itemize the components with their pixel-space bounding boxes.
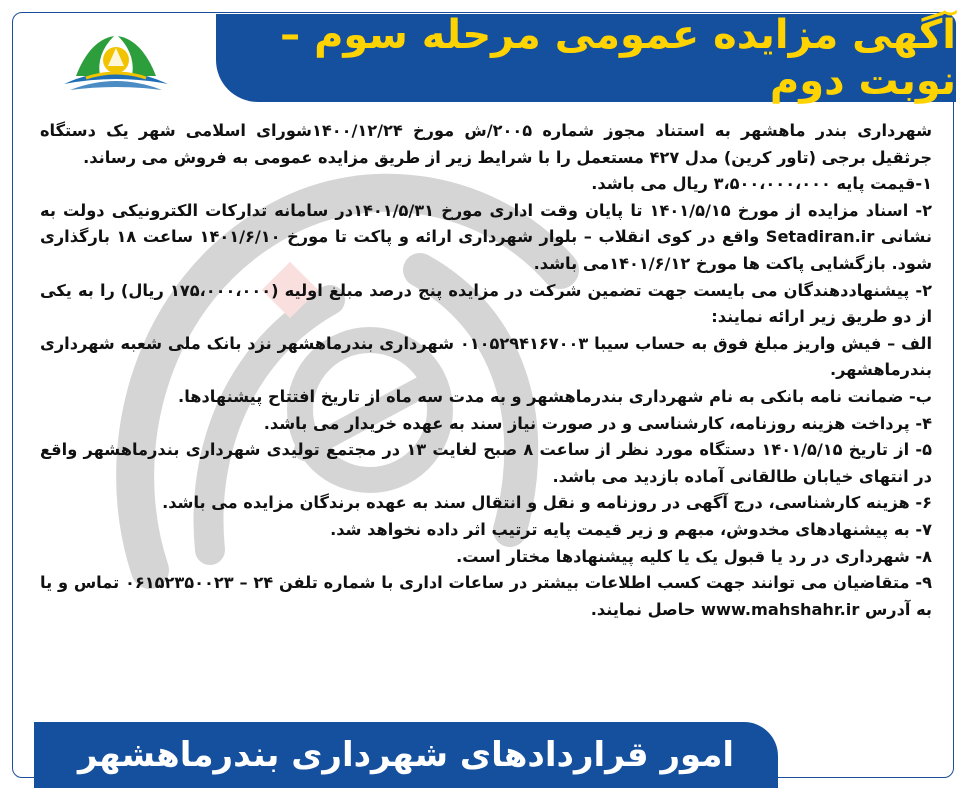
intro-paragraph: شهرداری بندر ماهشهر به استناد مجوز شماره ۲۰۰۵/ش مورخ ۱۴۰۰/۱۲/۲۴شورای اسلامی شهر یک دستگاه جرثقیل برجی (تاور کرین) مدل ۴۲۷ مستعمل را با شرایط زیر از طریق مزایده عمومی به فروش می رساند. [40, 121, 932, 167]
expert-fee-clause: ۶- هزینه کارشناسی، درج آگهی در روزنامه و نقل و انتقال سند به عهده برندگان مزایده می باشد. [162, 493, 932, 513]
notice-title: آگهی مزایده عمومی مرحله سوم – نوبت دوم [280, 12, 956, 104]
footer-signature: امور قراردادهای شهرداری بندرماهشهر [77, 735, 735, 775]
inspection-clause: ۵- از تاریخ ۱۴۰۱/۵/۱۵ دستگاه مورد نظر از ساعت ۸ صبح لغایت ۱۳ در مجتمع تولیدی شهرداری بندرماهشهر واقع در انتهای خیابان طالقانی آماده بازدید می باشد. [40, 440, 933, 486]
fees-clause: ۴- پرداخت هزینه روزنامه، کارشناسی و در صورت نیاز سند به عهده خریدار می باشد. [263, 413, 932, 433]
guarantee-clause: ۲- پیشنهاددهندگان می بایست جهت تضمین شرکت در مزایده پنج درصد مبلغ اولیه (۱۷۵،۰۰۰،۰۰۰ ریال) را به یکی از دو طریق زیر ارائه نمایند: [40, 280, 932, 327]
contact-clause: ۹- متقاضیان می توانند جهت کسب اطلاعات بیشتر در ساعات اداری با شماره تلفن ۲۴ – ۰۶۱۵۲۳۵۰۰۲۳ تماس و یا به آدرس www.mahshahr.ir حاصل نمایند. [40, 573, 932, 619]
footer-banner [34, 722, 778, 788]
notice-body [40, 118, 932, 623]
documents-clause: ۲- اسناد مزایده از مورخ ۱۴۰۱/۵/۱۵ تا پایان وقت اداری مورخ ۱۴۰۱/۵/۳۱در سامانه تدارکات الکترونیکی دولت به نشانی Setadiran.ir واقع در کوی انقلاب – بلوار شهرداری ارائه و پاکت تا مورخ ۱۴۰۱/۶/۱۰ ساعت ۱۸ بارگذاری شود. بازگشایی پاکت ها مورخ ۱۴۰۱/۶/۱۲می باشد. [40, 200, 932, 273]
title-banner [216, 14, 956, 102]
rights-clause: ۸- شهرداری در رد یا قبول یک یا کلیه پیشنهادها مختار است. [456, 546, 932, 566]
invalid-bids-clause: ۷- به پیشنهادهای مخدوش، مبهم و زیر قیمت پایه ترتیب اثر داده نخواهد شد. [330, 519, 932, 539]
deposit-option-a: الف – فیش واریز مبلغ فوق به حساب سیبا ۰۱۰۵۲۹۴۱۶۷۰۰۳ شهرداری بندرماهشهر نزد بانک ملی شعبه شهرداری بندرماهشهر. [40, 333, 932, 380]
mahshahr-municipality-logo-icon [56, 30, 176, 98]
bank-guarantee-option-b: ب- ضمانت نامه بانکی به نام شهرداری بندرماهشهر و به مدت سه ماه از تاریخ افتتاح پیشنهادها. [178, 386, 932, 406]
base-price-clause: ۱-قیمت پایه ۳،۵۰۰،۰۰۰،۰۰۰ ریال می باشد. [591, 174, 932, 194]
